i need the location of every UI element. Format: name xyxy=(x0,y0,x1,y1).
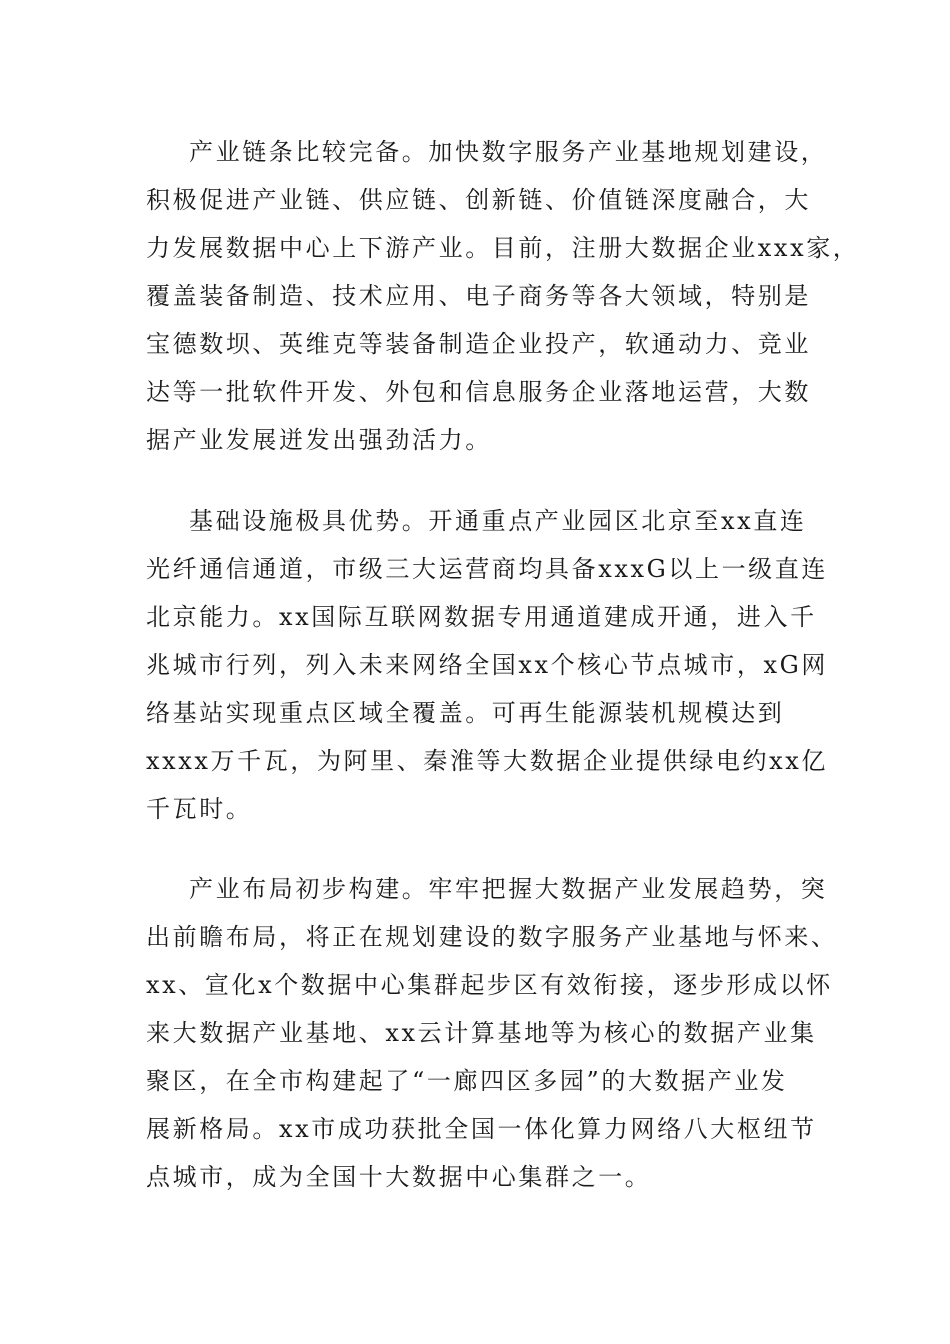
text-line: 点城市，成为全国十大数据中心集群之一。 xyxy=(146,1163,652,1191)
text-line: 聚区，在全市构建起了“一廊四区多园”的大数据产业发 xyxy=(146,1067,788,1095)
text-line: 力发展数据中心上下游产业。目前，注册大数据企业xxx家， xyxy=(146,234,860,262)
text-line: 产业链条比较完备。加快数字服务产业基地规划建设， xyxy=(189,138,828,166)
text-line: xxxx万千瓦，为阿里、秦淮等大数据企业提供绿电约xx亿 xyxy=(146,747,829,775)
paragraph-industry-layout xyxy=(146,865,846,1201)
paragraph-infrastructure xyxy=(146,497,846,833)
text-line: 产业布局初步构建。牢牢把握大数据产业发展趋势，突 xyxy=(189,875,828,903)
text-line: 据产业发展迸发出强劲活力。 xyxy=(146,426,492,454)
text-line: 覆盖装备制造、技术应用、电子商务等各大领域，特别是 xyxy=(146,282,811,310)
text-line: 基础设施极具优势。开通重点产业园区北京至xx直连 xyxy=(189,507,807,535)
text-line: 展新格局。xx市成功获批全国一体化算力网络八大枢纽节 xyxy=(146,1115,817,1143)
text-line: 北京能力。xx国际互联网数据专用通道建成开通，进入千 xyxy=(146,603,817,631)
text-line: 千瓦时。 xyxy=(146,795,253,823)
paragraph-industry-chain xyxy=(146,128,860,464)
text-line: 积极促进产业链、供应链、创新链、价值链深度融合，大 xyxy=(146,186,811,214)
text-line: xx、宣化x个数据中心集群起步区有效衔接，逐步形成以怀 xyxy=(146,971,833,999)
text-line: 出前瞻布局，将正在规划建设的数字服务产业基地与怀来、 xyxy=(146,923,838,951)
text-line: 宝德数坝、英维克等装备制造企业投产，软通动力、竞业 xyxy=(146,330,811,358)
text-line: 来大数据产业基地、xx云计算基地等为核心的数据产业集 xyxy=(146,1019,817,1047)
text-line: 兆城市行列，列入未来网络全国xx个核心节点城市，xG网 xyxy=(146,651,828,679)
text-line: 络基站实现重点区域全覆盖。可再生能源装机规模达到 xyxy=(146,699,785,727)
text-line: 达等一批软件开发、外包和信息服务企业落地运营，大数 xyxy=(146,378,811,406)
text-line: 光纤通信通道，市级三大运营商均具备xxxG以上一级直连 xyxy=(146,555,828,583)
